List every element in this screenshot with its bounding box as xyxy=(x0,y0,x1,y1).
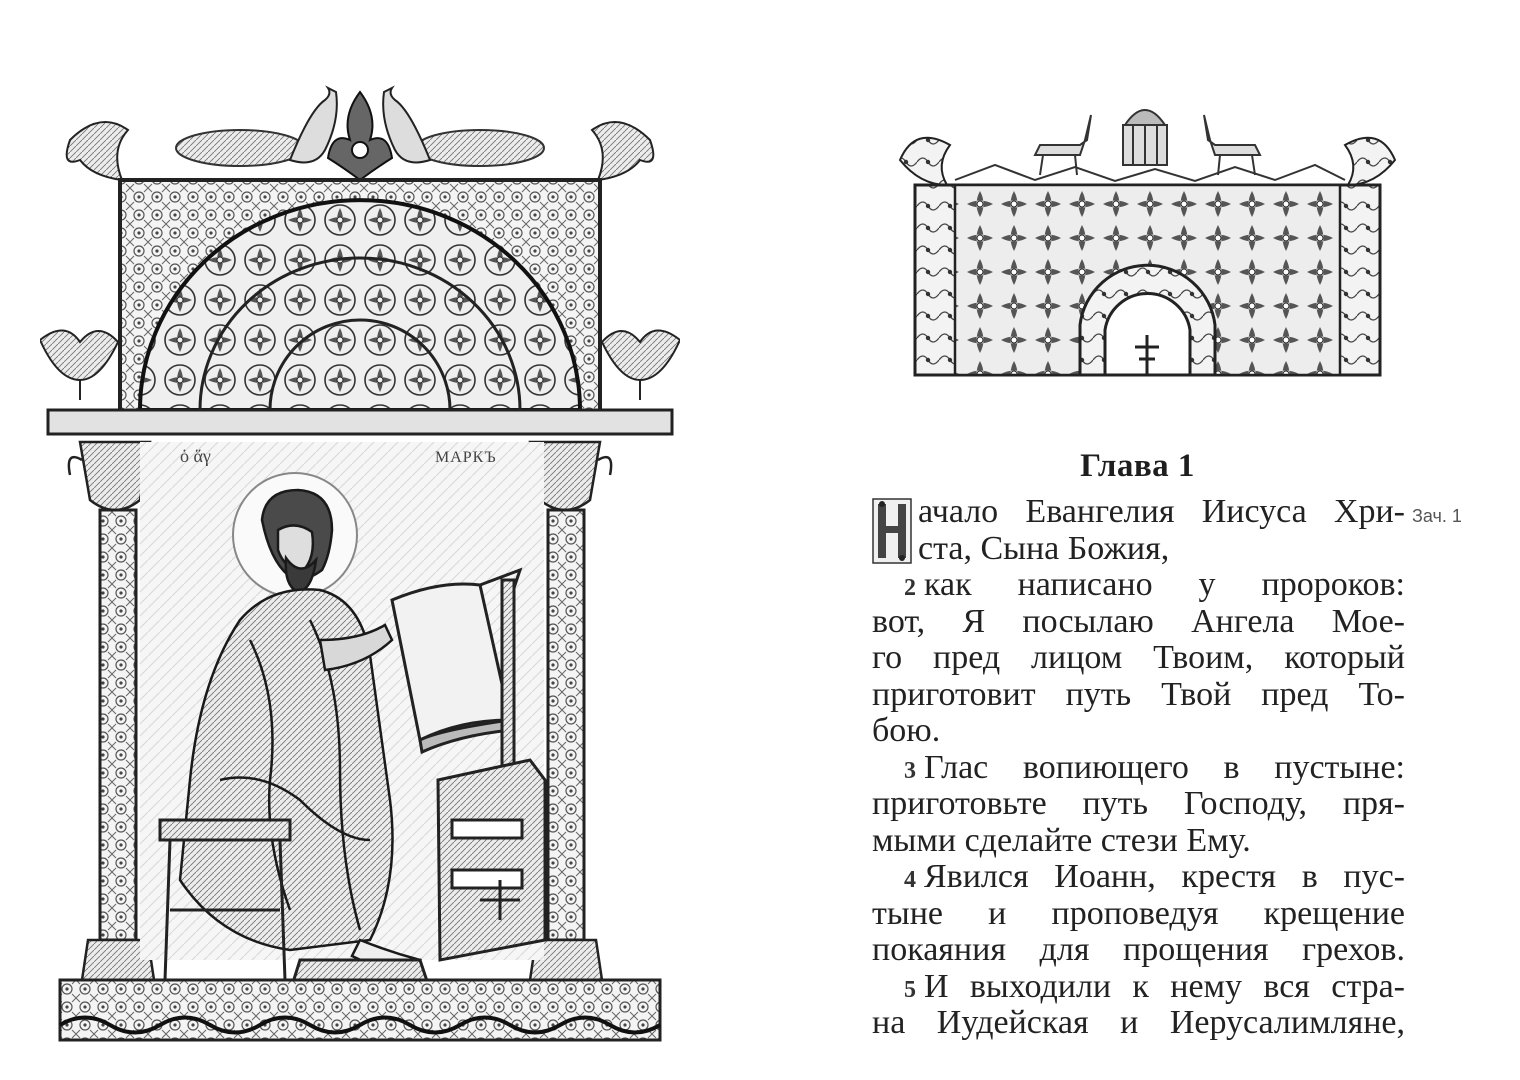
verse-number: 2 xyxy=(904,575,916,601)
verse-line: ста, Сына Божия, xyxy=(918,529,1170,567)
verse-line: 4 Явился Иоанн, крестя в пус- xyxy=(904,858,1405,895)
verse-line: мыми сделайте стези Ему. xyxy=(872,821,1251,859)
inscription-right: МАРКЪ xyxy=(435,449,497,466)
verse-line: приготовьте путь Господу, пря- xyxy=(872,785,1405,822)
verse-line: 2 как написано у пророков: xyxy=(904,566,1405,603)
headpiece-panel xyxy=(915,185,1380,375)
lectionary-margin-note: Зач. 1 xyxy=(1412,506,1462,526)
headpiece-ornament xyxy=(895,85,1400,385)
svg-text:Н: Н xyxy=(892,538,893,539)
verse-line: покаяния для прощения грехов. xyxy=(872,931,1405,968)
verse-line: го пред лицом Твоим, который xyxy=(872,639,1405,676)
evangelist-miniature xyxy=(40,80,680,1050)
decorated-initial xyxy=(872,498,912,564)
verse-line: ачало Евангелия Иисуса Хри- xyxy=(918,493,1405,530)
verse-line: приготовит путь Твой пред То- xyxy=(872,675,1405,713)
tympanum xyxy=(120,180,600,412)
verse-line: 3 Глас вопиющего в пустыне: xyxy=(904,748,1405,786)
temple-and-deer xyxy=(955,110,1345,181)
verse-line: бою. xyxy=(872,712,941,749)
chapter-heading: Глава 1 xyxy=(1080,448,1195,484)
verse-line: 5 И выходили к нему вся стра- xyxy=(904,967,1405,1005)
verse-line: вот, Я посылаю Ангела Мое- xyxy=(872,602,1405,640)
verse-number: 3 xyxy=(904,757,916,784)
verse-line: на Иудейская и Иерусалимляне, xyxy=(872,1004,1405,1041)
verse-number: 4 xyxy=(904,867,916,893)
verse-number: 5 xyxy=(904,976,916,1003)
peacock-crest xyxy=(176,88,544,180)
scripture-text xyxy=(872,494,1405,1042)
cornice xyxy=(48,410,672,434)
verse-line: тыне и проповедуя крещение xyxy=(872,894,1405,932)
ground-border xyxy=(60,980,660,1040)
inscription-left: ὁ ἅγ xyxy=(180,446,211,466)
